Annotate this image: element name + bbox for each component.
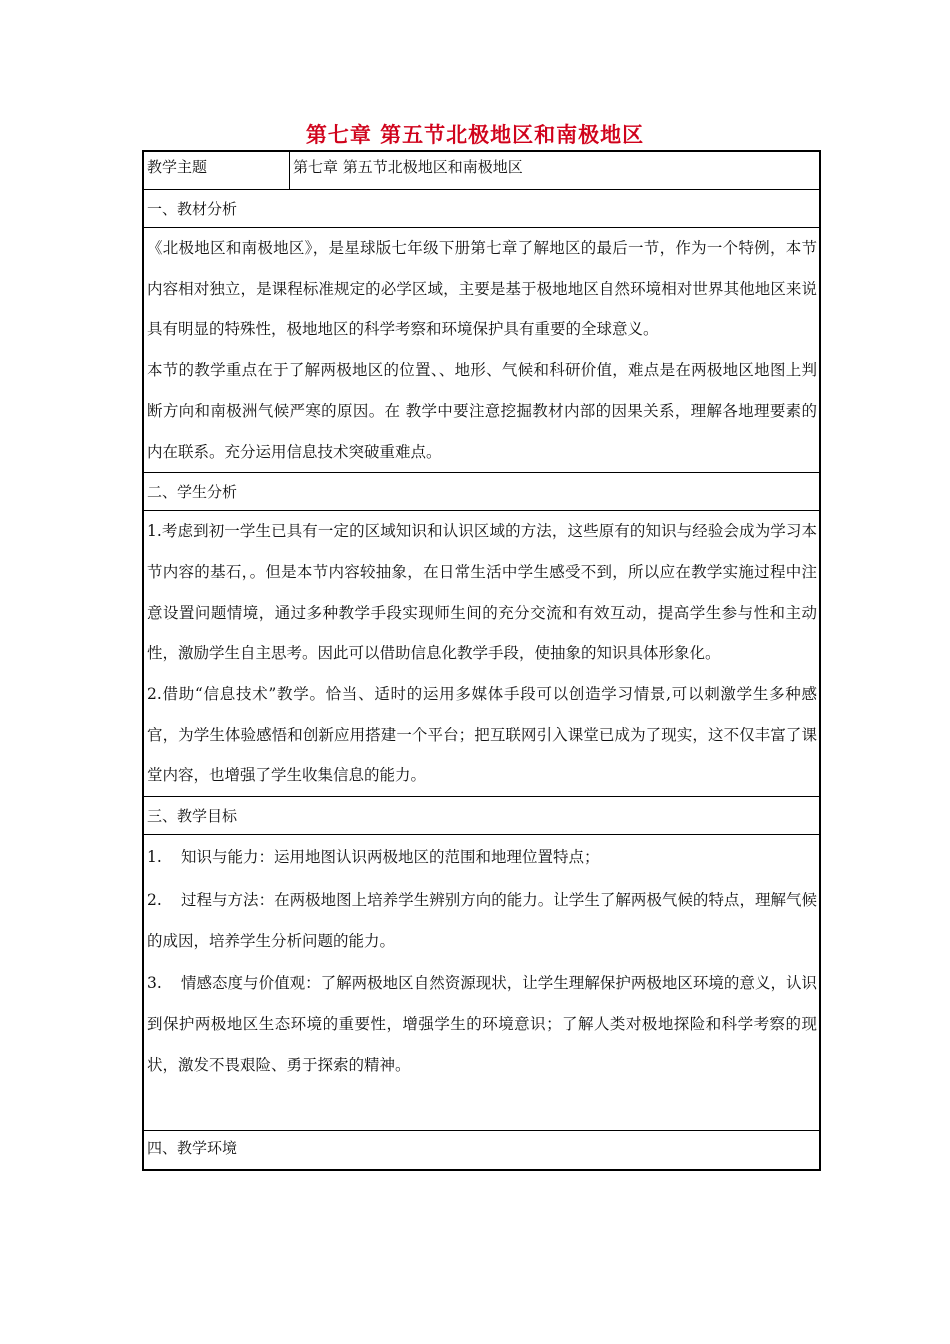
goal-item bbox=[144, 961, 819, 1085]
goal-item bbox=[144, 878, 819, 961]
section-heading-student-analysis: 二、学生分析 bbox=[144, 473, 819, 511]
topic-value: 第七章 第五节北极地区和南极地区 bbox=[293, 158, 523, 176]
section-body-teaching-goals bbox=[144, 835, 819, 1131]
goal-number: 1. bbox=[147, 848, 162, 867]
section-heading-teaching-environment: 四、教学环境 bbox=[147, 1139, 238, 1158]
lesson-plan-table bbox=[142, 150, 821, 1171]
paragraph: 本节的教学重点在于了解两极地区的位置、、地形、气候和科研价值，难点是在两极地区地图上判断方向和南极洲气候严寒的原因。在 教学中要注意挖掘教材内部的因果关系，理解各地理要素的内在联系。充分运用信息技术突破重难点。 bbox=[147, 361, 817, 461]
paragraph: 1.考虑到初一学生已具有一定的区域知识和认识区域的方法，这些原有的知识与经验会成为学习本节内容的基石，。但是本节内容较抽象，在日常生活中学生感受不到，所以应在教学实施过程中注意设置问题情境，通过多种教学手段实现师生间的充分交流和有效互动，提高学生参与性和主动性，激励学生自主思考。因此可以借助信息化教学手段，使抽象的知识具体形象化。 bbox=[147, 522, 817, 663]
section-heading-teaching-goals: 三、教学目标 bbox=[144, 797, 819, 835]
section-body-textbook-analysis bbox=[144, 228, 819, 473]
paragraph: 《北极地区和南极地区》，是星球版七年级下册第七章了解地区的最后一节，作为一个特例，本节内容相对独立，是课程标准规定的必学区域，主要是基于极地地区自然环境相对世界其他地区来说具有明显的特殊性，极地地区的科学考察和环境保护具有重要的全球意义。 bbox=[147, 239, 817, 339]
topic-label: 教学主题 bbox=[144, 152, 290, 189]
goal-text: 情感态度与价值观：了解两极地区自然资源现状，让学生理解保护两极地区环境的意义，认识到保护两极地区生态环境的重要性，增强学生的环境意识；了解人类对极地探险和科学考察的现状，激发不畏艰险、勇于探索的精神。 bbox=[147, 974, 817, 1074]
paragraph: 2.借助“信息技术”教学。恰当、适时的运用多媒体手段可以创造学习情景,可以刺激学生多种感官，为学生体验感悟和创新应用搭建一个平台；把互联网引入课堂已成为了现实，这不仅丰富了课堂内容，也增强了学生收集信息的能力。 bbox=[147, 685, 817, 785]
goal-number: 3. bbox=[147, 974, 162, 993]
document-title: 第七章 第五节北极地区和南极地区 bbox=[305, 123, 645, 147]
goal-number: 2. bbox=[147, 890, 162, 909]
topic-row bbox=[144, 152, 819, 190]
goal-text: 知识与能力：运用地图认识两极地区的范围和地理位置特点； bbox=[181, 848, 600, 867]
goal-item bbox=[144, 835, 819, 878]
goal-text: 过程与方法：在两极地图上培养学生辨别方向的能力。让学生了解两极气候的特点，理解气候的成因，培养学生分析问题的能力。 bbox=[147, 890, 817, 950]
section-body-student-analysis bbox=[144, 511, 819, 797]
section-heading-textbook-analysis: 一、教材分析 bbox=[144, 190, 819, 228]
